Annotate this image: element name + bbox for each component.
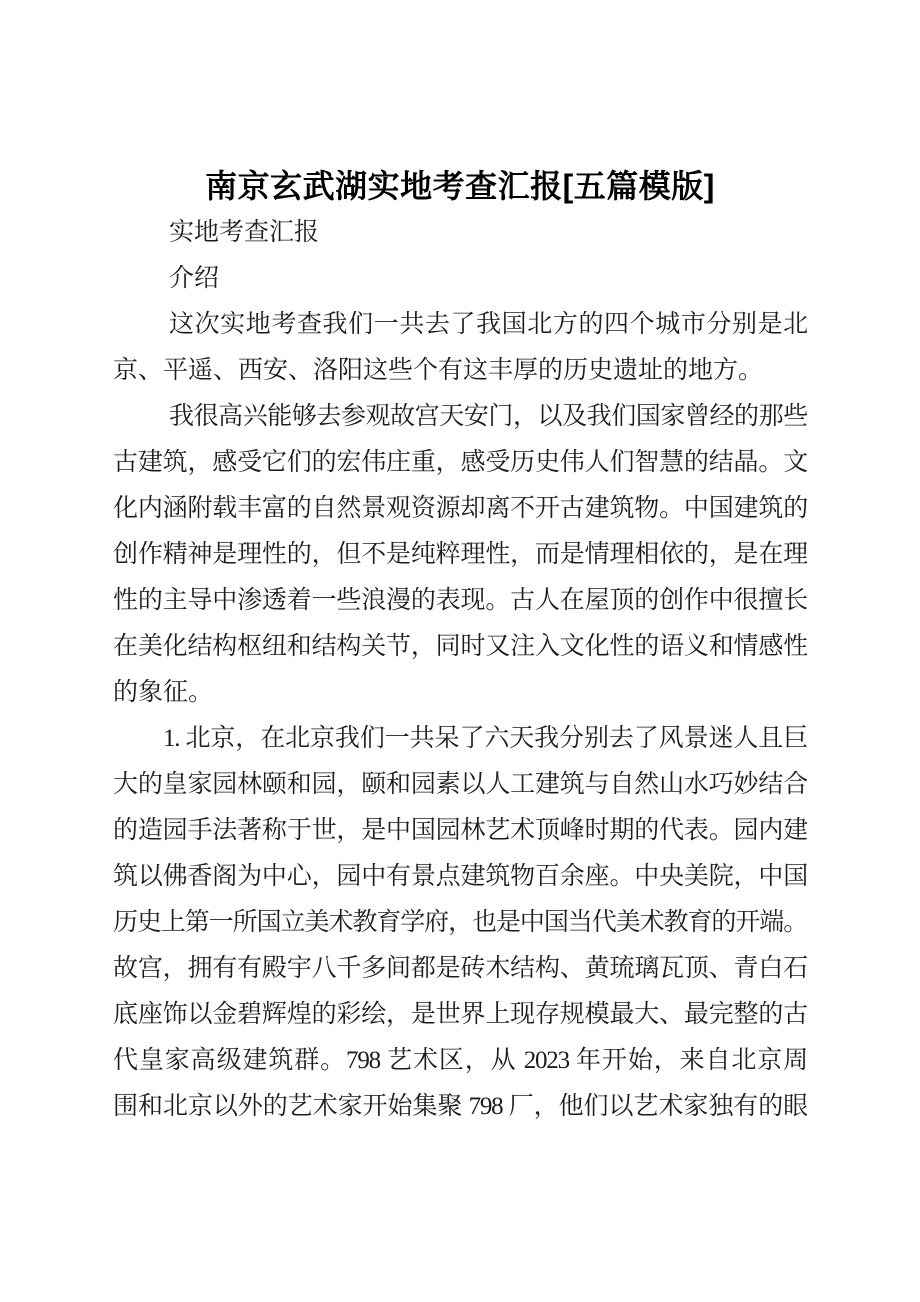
text-line: 底座饰以金碧辉煌的彩绘，是世界上现存规模最大、最完整的古 <box>113 1001 807 1028</box>
document-title: 南京玄武湖实地考查汇报[五篇模版] <box>205 168 715 204</box>
text-line: 大的皇家园林颐和园，颐和园素以人工建筑与自然山水巧妙结合 <box>113 771 807 798</box>
text-line-subtitle: 实地考查汇报 <box>169 219 320 246</box>
text-line: 筑以佛香阁为中心，园中有景点建筑物百余座。中央美院，中国 <box>113 863 807 890</box>
text-line: 围和北京以外的艺术家开始集聚 798 厂，他们以艺术家独有的眼 <box>113 1093 807 1120</box>
document-body <box>113 164 807 1130</box>
text-line: 京、平遥、西安、洛阳这些个有这丰厚的历史遗址的地方。 <box>113 357 764 384</box>
text-line: 故宫，拥有有殿宇八千多间都是砖木结构、黄琉璃瓦顶、青白石 <box>113 955 807 982</box>
text-line: 创作精神是理性的，但不是纯粹理性，而是情理相依的，是在理 <box>113 541 807 568</box>
text-line: 性的主导中渗透着一些浪漫的表现。古人在屋顶的创作中很擅长 <box>113 587 807 614</box>
text-line: 我很高兴能够去参观故宫天安门，以及我们国家曾经的那些 <box>169 403 807 430</box>
text-line: 化内涵附载丰富的自然景观资源却离不开古建筑物。中国建筑的 <box>113 495 807 522</box>
text-line: 历史上第一所国立美术教育学府，也是中国当代美术教育的开端。 <box>113 909 807 936</box>
text-line: 这次实地考查我们一共去了我国北方的四个城市分别是北 <box>169 311 807 338</box>
text-line: 1. 北京，在北京我们一共呆了六天我分别去了风景迷人且巨 <box>163 725 807 752</box>
text-line: 在美化结构枢纽和结构关节，同时又注入文化性的语义和情感性 <box>113 633 807 660</box>
text-line: 古建筑，感受它们的宏伟庄重，感受历史伟人们智慧的结晶。文 <box>113 449 807 476</box>
text-line: 的造园手法著称于世，是中国园林艺术顶峰时期的代表。园内建 <box>113 817 807 844</box>
text-line-section-heading: 介绍 <box>169 265 220 292</box>
text-line: 代皇家高级建筑群。798 艺术区，从 2023 年开始，来自北京周 <box>113 1047 807 1074</box>
text-line: 的象征。 <box>113 679 214 706</box>
